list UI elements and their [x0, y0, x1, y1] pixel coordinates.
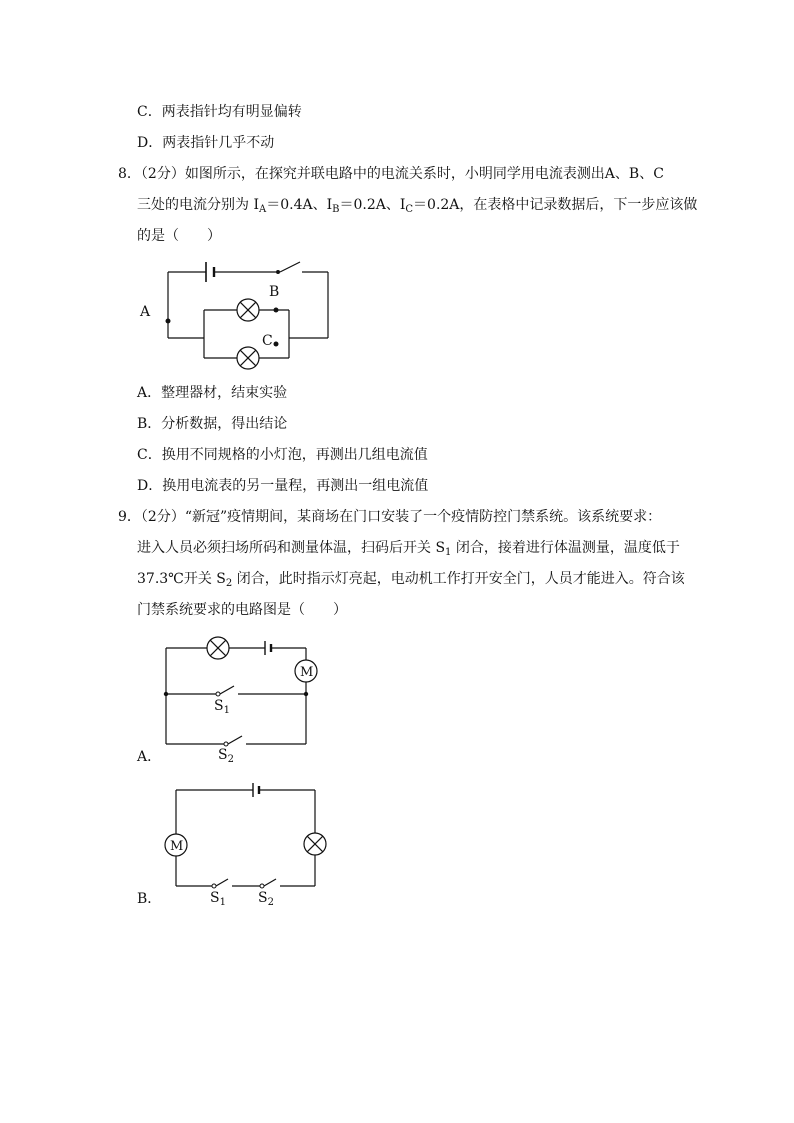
q8-stem-line2: 三处的电流分别为 $I_A=0.4A$、$I_B=0.2A$、$I_C=0.2A$，在表格中记录数据后，下一步应该做 [137, 197, 698, 215]
label-c: C [262, 333, 273, 349]
label-b: B [269, 284, 280, 300]
q8-option-d: D．换用电流表的另一量程，再测出一组电流值 [137, 478, 429, 494]
switch-pivot [276, 270, 280, 274]
label-a: A [140, 304, 151, 320]
q7-option-d: D．两表指针几乎不动 [137, 135, 275, 151]
motor-label: M [300, 665, 314, 680]
node-b [274, 308, 279, 313]
switch-s1-blade [220, 686, 234, 694]
q9-option-a-label: A． [137, 749, 162, 765]
q8-option-b: B．分析数据，得出结论 [137, 416, 288, 432]
q9-stem-line1: 9．（2分）“新冠”疫情期间，某商场在门口安装了一个疫情防控门禁系统。该系统要求： [118, 509, 662, 525]
switch-s2-blade [264, 879, 276, 886]
q9-circuit-b [160, 780, 330, 908]
s1-label: $S_1$ [210, 890, 226, 908]
q8-stem-line3: 的是（ ） [137, 228, 221, 244]
motor-label: M [170, 839, 184, 854]
switch-s1-blade [216, 879, 228, 886]
q9-stem-line4: 门禁系统要求的电路图是（ ） [137, 602, 347, 618]
lamp-icon [304, 833, 326, 855]
q8-option-c: C．换用不同规格的小灯泡，再测出几组电流值 [137, 447, 428, 463]
node-c [274, 342, 279, 347]
lamp-b-icon [237, 299, 259, 321]
lamp-icon [207, 637, 229, 659]
s2-label: $S_2$ [258, 890, 274, 908]
q9-stem-line3: 37.3℃开关 $S_2$ 闭合，此时指示灯亮起，电动机工作打开安全门，人员才能进入。符合该 [137, 571, 685, 589]
q7-option-c: C．两表指针均有明显偏转 [137, 104, 302, 120]
lamp-c-icon [237, 347, 259, 369]
s2-label: $S_2$ [218, 747, 234, 765]
q8-circuit-diagram [130, 258, 340, 368]
q8-stem-line1: 8．（2分）如图所示，在探究并联电路中的电流关系时，小明同学用电流表测出A、B、C [118, 166, 664, 182]
q9-option-b-label: B． [137, 891, 162, 907]
node-a [166, 319, 171, 324]
q8-option-a: A．整理器材，结束实验 [137, 385, 288, 401]
q9-stem-line2: 进入人员必须扫场所码和测量体温，扫码后开关 $S_1$ 闭合，接着进行体温测量，温度低于 [137, 540, 680, 558]
s1-label: $S_1$ [214, 698, 230, 716]
switch-blade [280, 262, 300, 272]
q9-circuit-a [160, 634, 320, 766]
switch-s2-blade [228, 736, 242, 744]
